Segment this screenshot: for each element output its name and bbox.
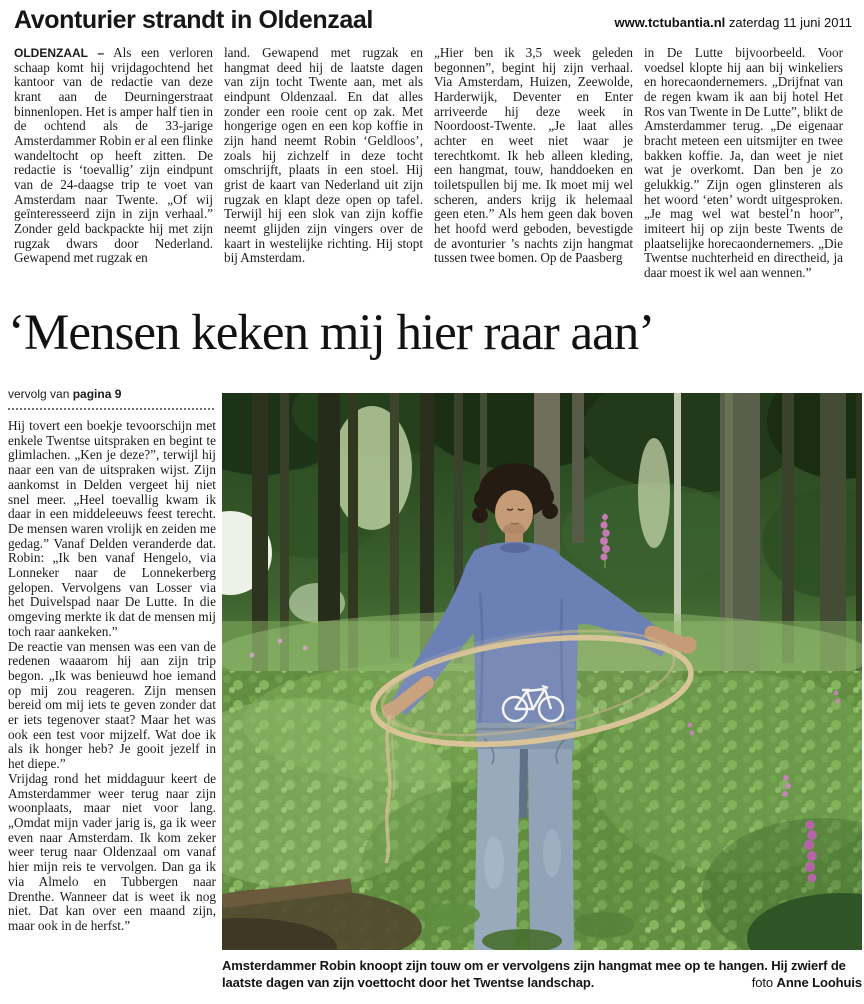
continuation-note [8,387,214,410]
dateline: OLDENZAAL – [14,46,105,60]
article-headline: Avonturier strandt in Oldenzaal [14,6,373,34]
masthead [14,6,852,40]
page-reference: pagina 9 [72,387,122,401]
article-column-2: land. Gewapend met rugzak en hangmat deed hij de laatste dagen van zijn tocht Twente aan, met als eindpunt Oldenzaal. En dat alles zonder een rooie cent op zak. Met hongerige ogen en een kop koffie in zijn hand neemt Robin ‘Geldloos’, zoals hij zichzelf in deze tocht omschrijft, plaats in een stoel. Hij grist de kaart van Nederland uit zijn rugzak en klapt deze open op tafel. Terwijl hij een slok van zijn koffie neemt glijden zijn vingers over de kaart in westelijke richting. Hij stopt bij Amsterdam. [224,46,423,266]
credit-name: Anne Loohuis [776,975,862,990]
continuation-column [8,419,216,993]
photo-credit [752,974,862,991]
quote-headline: ‘Mensen keken mij hier raar aan’ [8,305,655,361]
photo-caption [222,957,862,991]
top-article [14,46,852,310]
collar [500,543,530,553]
column-1-text: Als een verloren schaap komt hij vrijdagochtend het kantoor van de redactie van deze krant aan de Deurningerstraat binnenlopen. Het is amper half tien in de ochtend als de 33-jarige Amsterdammer Robin er al een flinke wandeltocht op heeft zitten. De redactie is ‘toevallig’ zijn eindpunt van de 24-daagse trip te voet van Amsterdam naar Twente. „Of wij geïnteresseerd zijn in zijn verhaal.” Zonder geld backpackte hij met zijn rugzak dwars door Nederland. Gewapend met rugzak en [14,46,213,266]
credit-prefix: foto [751,975,777,990]
issue-date: zaterdag 11 juni 2011 [728,15,852,30]
photo [222,393,862,950]
masthead-right [615,15,853,30]
site-url: www.tctubantia.nl [614,15,726,30]
paragraph-2: De reactie van mensen was een van de redenen waaarom hij aan zijn trip begon. „Ik was benieuwd hoe iemand op mij zou reageren. Zijn mensen bereid om mij iets te geven zonder dat er iets tegenover staat? Maar het was ook een test voor mijzelf. Wat doe ik als ik honger heb? Je gooit jezelf in het diepe.” [8,638,216,772]
article-column-3: „Hier ben ik 3,5 week geleden begonnen”, begint hij zijn verhaal. Via Amsterdam, Huizen, Zeewolde, Harderwijk, Deventer en Enter arriveerde hij deze week in Noordoost-Twente. „Je laat alles achter en weet niet waar je terechtkomt. Ik heb alleen kleding, een hangmat, touw, handdoeken en toiletspullen bij me. Ik moet mij wel scheren, anders krijg ik helemaal geen eten.” Als hem geen dak boven het hoofd werd geboden, bevestigde de avonturier ’s nachts zijn hangmat tussen twee bomen. Op de Paasberg [434,46,633,266]
paragraph-3: Vrijdag rond het middaguur keert de Amsterdammer weer terug naar zijn woonplaats, maar niet voor lang. „Omdat mijn vader jarig is, ga ik weer even naar Amsterdam. Ik kom zeker weer terug naar Oldenzaal om vanaf hier mijn reis te vervolgen. Dan ga ik via Almelo en Tubbergen naar Drenthe. Wanneer dat is weet ik nog niet. Dat kan over een maand zijn, maar ook in de herfst.” [8,770,216,933]
continuation-prefix: vervolg van [8,387,73,401]
article-column-1 [14,46,213,310]
paragraph-1: Hij tovert een boekje tevoorschijn met enkele Twentse uitspraken en begint te glimlachen. „Ken je deze?”, terwijl hij naar een van de uitspraken wijst. Zijn aankomst in Delden vergeet hij niet snel meer. „Heel toevallig kwam ik daar in een middeleeuws feest terecht. De mensen waren vrolijk en zeiden me gedag.” Vanaf Delden veranderde dat. Robin: „Ik ben vanaf Hengelo, via Lonneker naar de Lonnekerberg gelopen. Vervolgens van Losser via het Duivelspad naar De Lutte. In die omgeving merkte ik dat de mensen mij toch raar aankeken.” [8,419,216,639]
photo-figure [222,393,862,991]
caption-text: Amsterdammer Robin knoopt zijn touw om er vervolgens zijn hangmat mee op te hangen. Hij zwierf de laatste dagen van zijn voettocht door het Twentse landschap. [222,958,846,990]
article-column-4: in De Lutte bijvoorbeeld. Voor voedsel klopte hij aan bij winkeliers en horecaondernemers. „Drijfnat van de regen kwam ik aan bij hotel Het Ros van Twente in De Lutte”, blikt de Amsterdammer terug. „De eigenaar bracht meteen een uitsmijter en twee bakken koffie. Ja, dan weet je niet wat je overkomt. Dan ben je zo gelukkig.” Zijn ogen glinsteren als het woord ‘eten’ wordt uitgesproken. „Je mag wel wat bestel’n hoor”, imiteert hij op zijn beste Twents de plaatselijke horecaondernemers. „Die Twentse nuchterheid en directheid, ja daar moest ik wel aan wennen.” [644,46,843,280]
